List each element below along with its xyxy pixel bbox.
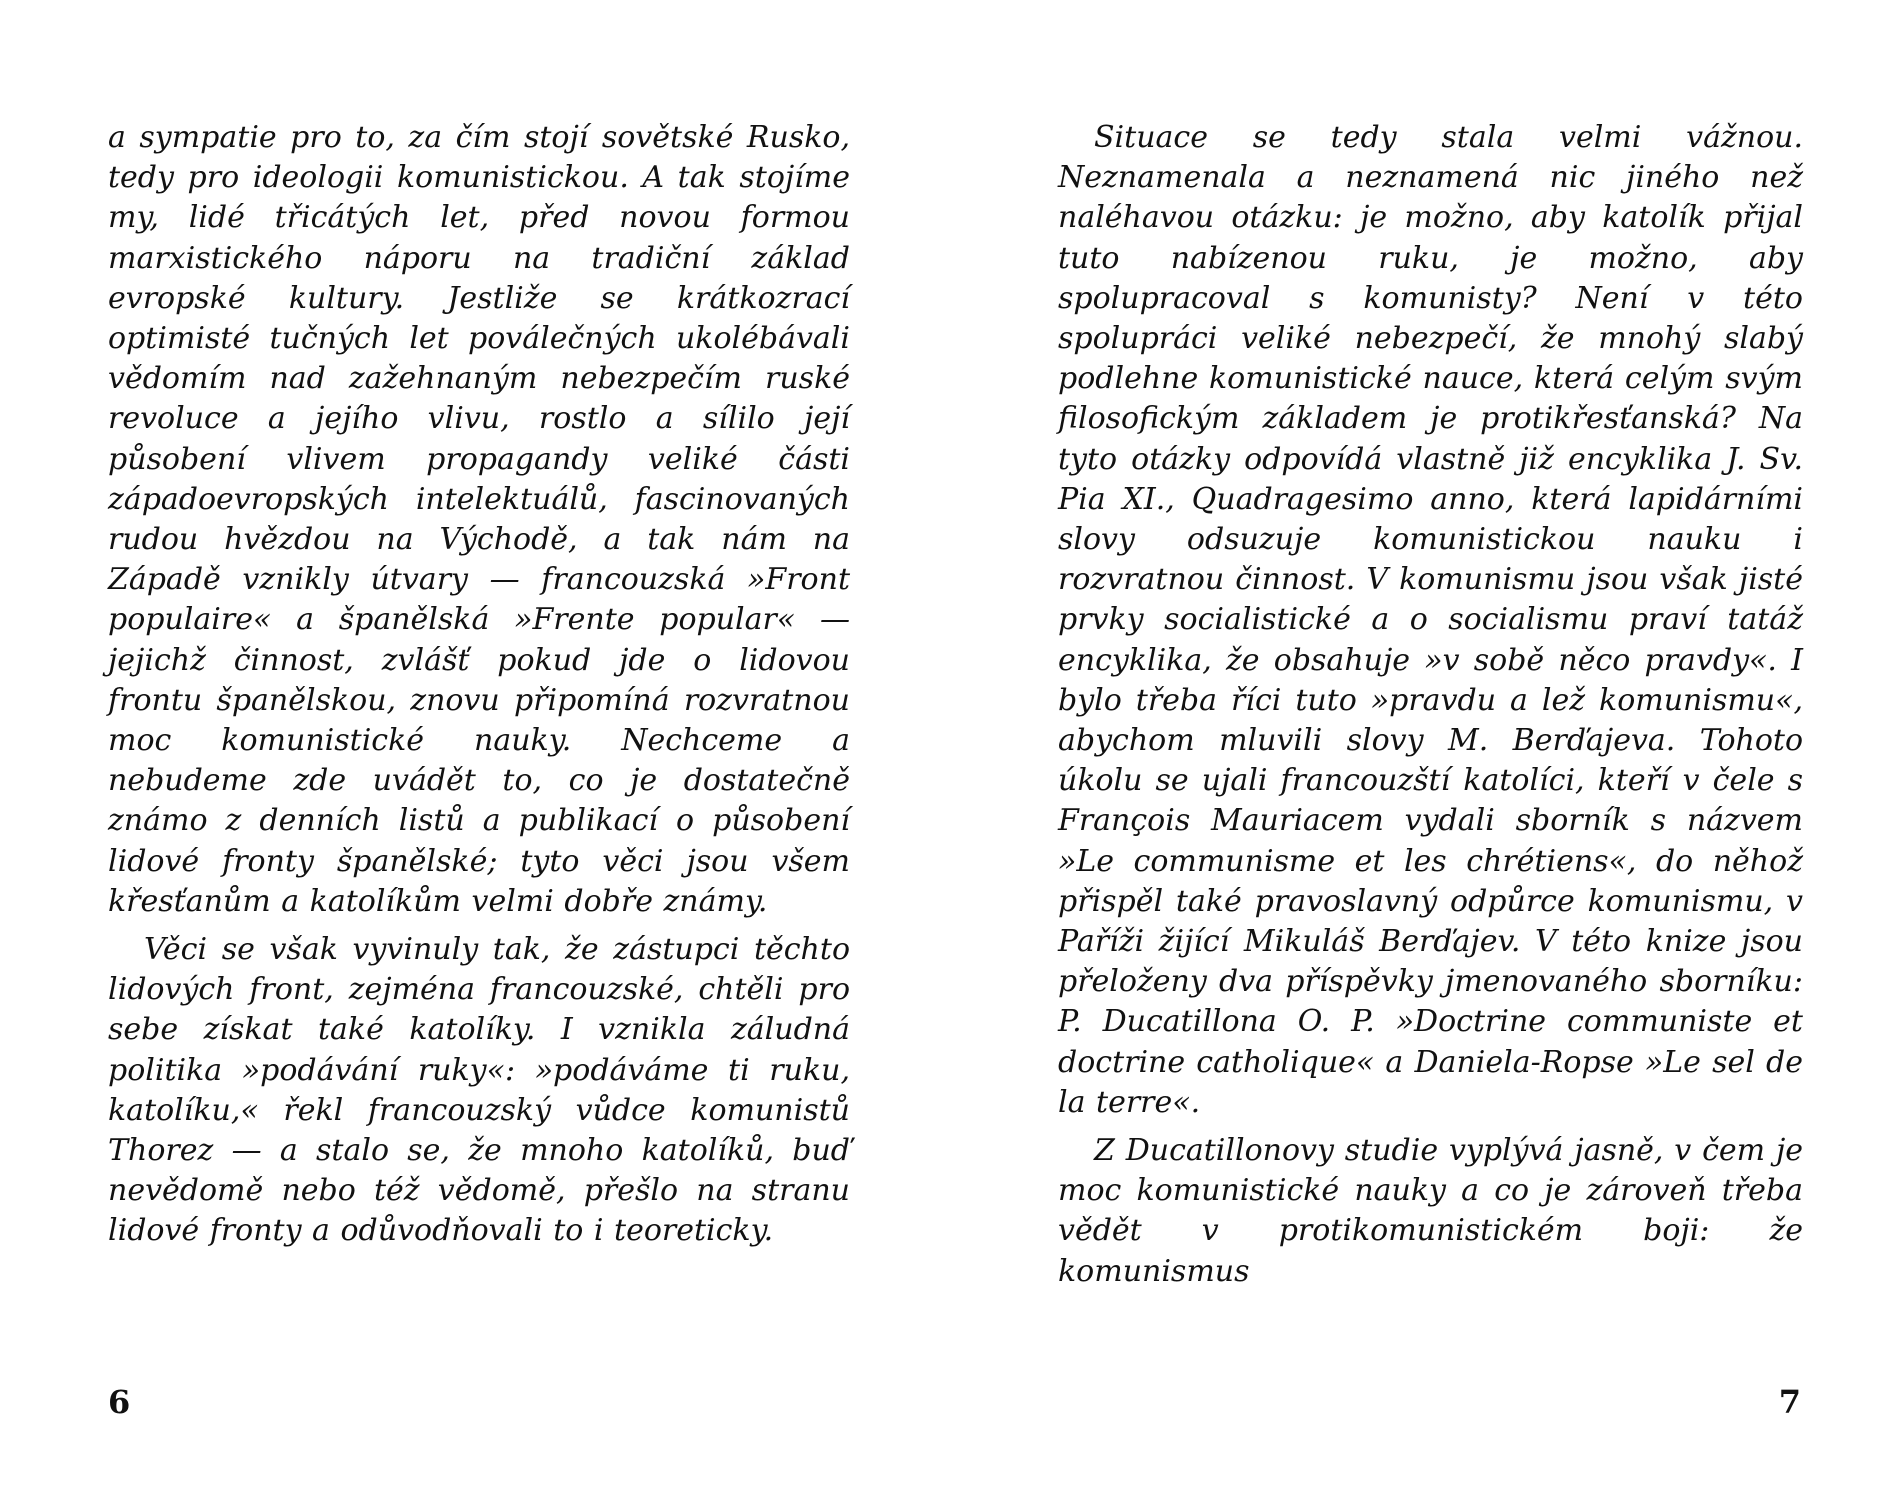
page-number: 6 xyxy=(108,1383,131,1421)
left-page-text xyxy=(108,118,850,1260)
right-page-text xyxy=(1058,118,1803,1300)
paragraph: a sympatie pro to, za čím stojí sovětské Rusko, tedy pro ideologii komunistickou. A tak stojíme my, lidé třicátých let, před novou formou marxistického náporu na tradiční základ evropské kultury. Jestliže se krátkozrací optimisté tučných let poválečných ukolébávali vědomím nad zažehnaným nebezpečím ruské revoluce a jejího vlivu, rostlo a sílilo její působení vlivem propagandy veliké části západoevropských intelektuálů, fascinovaných rudou hvězdou na Východě, a tak nám na Západě vznikly útvary — francouzská »Front populaire« a španělská »Frente popular« — jejichž činnost, zvlášť pokud jde o lidovou frontu španělskou, znovu připomíná rozvratnou moc komunistické nauky. Nechceme a nebudeme zde uvádět to, co je dostatečně známo z denních listů a publikací o působení lidové fronty španělské; tyto věci jsou všem křesťanům a katolíkům velmi dobře známy. xyxy=(108,120,850,919)
paragraph: Z Ducatillonovy studie vyplývá jasně, v čem je moc komunistické nauky a co je zároveň třeba vědět v protikomunistickém boji: že komunismus xyxy=(1058,1133,1803,1289)
right-page xyxy=(949,0,1898,1500)
paragraph: Situace se tedy stala velmi vážnou. Neznamenala a neznamená nic jiného než naléhavou otázku: je možno, aby katolík přijal tuto nabízenou ruku, je možno, aby spolupracoval s komunisty? Není v této spolupráci veliké nebezpečí, že mnohý slabý podlehne komunistické nauce, která celým svým filosofickým základem je protikřesťanská? Na tyto otázky odpovídá vlastně již encyklika J. Sv. Pia XI., Quadragesimo anno, která lapidárními slovy odsuzuje komunistickou nauku i rozvratnou činnost. V komunismu jsou však jisté prvky socialistické a o socialismu praví tatáž encyklika, že obsahuje »v sobě něco pravdy«. I bylo třeba říci tuto »pravdu a lež komunismu«, abychom mluvili slovy M. Berďajeva. Tohoto úkolu se ujali francouzští katolíci, kteří v čele s François Mauriacem vydali sborník s názvem »Le communisme et les chrétiens«, do něhož přispěl také pravoslavný odpůrce komunismu, v Paříži žijící Mikuláš Berďajev. V této knize jsou přeloženy dva příspěvky jmenovaného sborníku: P. Ducatillona O. P. »Doctrine communiste et doctrine catholique« a Daniela-Ropse »Le sel de la terre«. xyxy=(1058,120,1803,1120)
paragraph: Věci se však vyvinuly tak, že zástupci těchto lidových front, zejména francouzské, chtěli pro sebe získat také katolíky. I vznikla záludná politika »podávání ruky«: »podáváme ti ruku, katolíku,« řekl francouzský vůdce komunistů Thorez — a stalo se, že mnoho katolíků, buď nevědomě nebo též vědomě, přešlo na stranu lidové fronty a odůvodňovali to i teoreticky. xyxy=(108,932,850,1249)
page-number: 7 xyxy=(1778,1383,1801,1421)
